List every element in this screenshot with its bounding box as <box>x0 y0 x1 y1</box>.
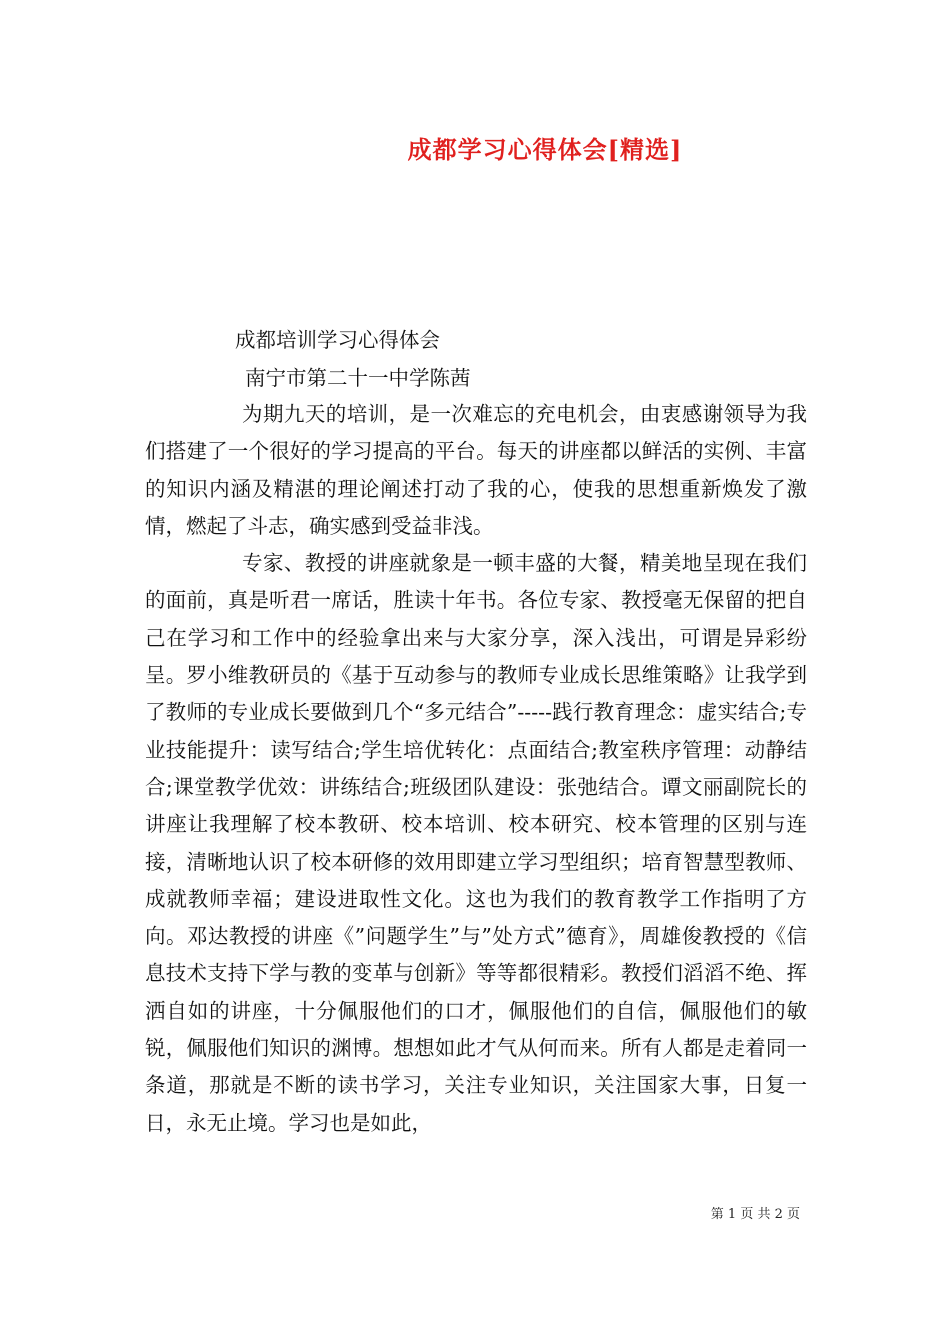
page-footer: 第 1 页 共 2 页 <box>710 1207 800 1222</box>
body-text <box>145 396 807 1142</box>
subtitle: 成都培训学习心得体会 <box>235 328 440 352</box>
paragraph-1: 为期九天的培训，是一次难忘的充电机会，由衷感谢领导为我们搭建了一个很好的学习提高的平台。每天的讲座都以鲜活的实例、丰富的知识内涵及精湛的理论阐述打动了我的心，使我的思想重新焕发了激情，燃起了斗志，确实感到受益非浅。 <box>145 402 807 538</box>
document-title: 成都学习心得体会[精选] <box>407 135 683 164</box>
paragraph-2: 专家、教授的讲座就象是一顿丰盛的大餐，精美地呈现在我们的面前，真是听君一席话，胜读十年书。各位专家、教授毫无保留的把自己在学习和工作中的经验拿出来与大家分享，深入浅出，可谓是异彩纷呈。罗小维教研员的《基于互动参与的教师专业成长思维策略》让我学到了教师的专业成长要做到几个“多元结合”-----践行教育理念：虚实结合;专业技能提升：读写结合;学生培优转化：点面结合;教室秩序管理：动静结合;课堂教学优效：讲练结合;班级团队建设：张弛结合。谭文丽副院长的讲座让我理解了校本教研、校本培训、校本研究、校本管理的区别与连接，清晰地认识了校本研修的效用即建立学习型组织；培育智慧型教师、成就教师幸福；建设进取性文化。这也为我们的教育教学工作指明了方向。邓达教授的讲座《”问题学生”与”处方式”德育》，周雄俊教授的《信息技术支持下学与教的变革与创新》等等都很精彩。教授们滔滔不绝、挥洒自如的讲座，十分佩服他们的口才，佩服他们的自信，佩服他们的敏锐，佩服他们知识的渊博。想想如此才气从何而来。所有人都是走着同一条道，那就是不断的读书学习，关注专业知识，关注国家大事，日复一日，永无止境。学习也是如此， <box>145 551 807 1135</box>
author-line: 南宁市第二十一中学陈茜 <box>245 366 471 390</box>
